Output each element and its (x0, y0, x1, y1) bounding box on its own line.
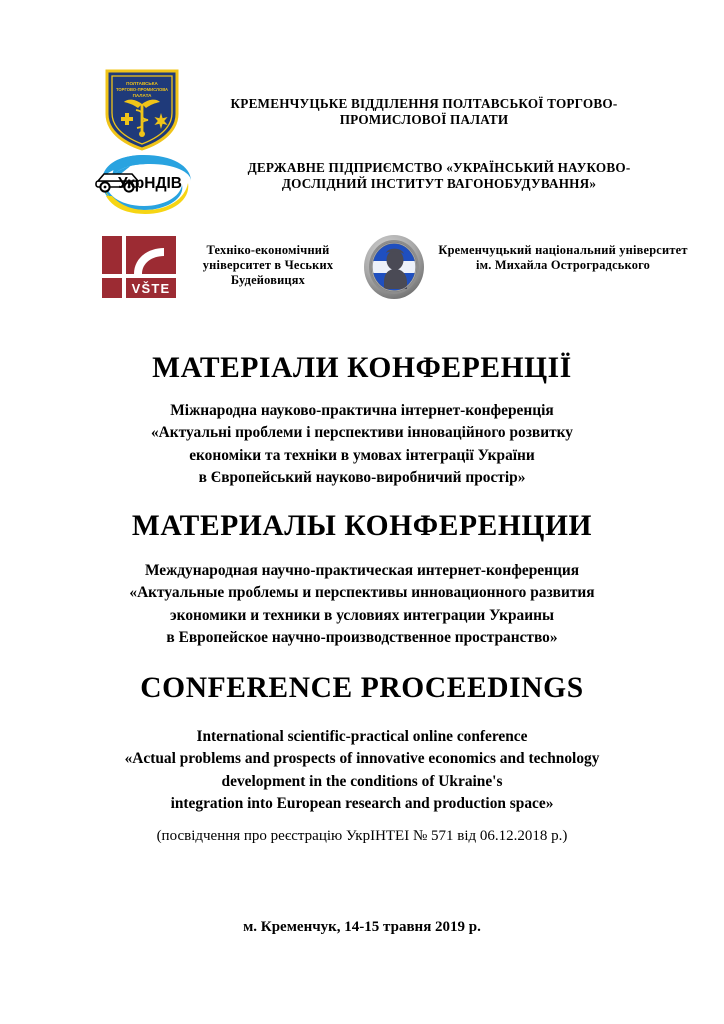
subtitle-line: Международная научно-практическая интернет-конференция (144, 562, 580, 579)
svg-text:VŠTE: VŠTE (131, 281, 171, 296)
vste-institute-of-technology-and-business-logo (100, 234, 178, 300)
conference-subtitle-english (0, 726, 724, 815)
conference-title-english: CONFERENCE PROCEEDINGS (140, 672, 584, 704)
org-line: національний університет (535, 243, 688, 257)
poltava-chamber-of-commerce-shield-logo (103, 68, 181, 152)
organization-block-poltava-chamber (0, 68, 724, 152)
organization-name-knu (438, 243, 688, 273)
place-and-date: м. Кременчук, 14-15 травня 2019 р. (243, 919, 481, 935)
subtitle-line: экономики и техники в условиях интеграции Украины (170, 606, 554, 624)
subtitle-line: integration into European research and production space» (170, 794, 554, 812)
organization-name-poltava-chamber (209, 96, 639, 128)
svg-text:ПОЛТАВСЬКА: ПОЛТАВСЬКА (126, 81, 158, 86)
org-line: Будейовицях (230, 273, 306, 288)
ukrndiv-railcar-logo (92, 152, 196, 214)
organization-block-partners (0, 234, 724, 300)
subtitle-line: «Actual problems and prospects of innovative economics and technology (124, 750, 600, 768)
subtitle-line: International scientific-practical online conference (196, 728, 528, 745)
conference-title-russian: МАТЕРИАЛЫ КОНФЕРЕНЦИИ (131, 510, 593, 542)
org-line: ВАГОНОБУДУВАННЯ» (446, 176, 597, 192)
kremenchuk-national-university-medallion-logo (362, 234, 426, 300)
org-line: університет в Чеських (202, 258, 334, 273)
org-line: ім. Михайла Остроградського (475, 258, 651, 273)
organization-name-vste (188, 243, 348, 288)
conference-subtitle-russian (0, 560, 724, 649)
subtitle-line: «Актуальні проблеми і перспективи інноваційного розвитку (150, 424, 574, 442)
conference-title-ukrainian: МАТЕРІАЛИ КОНФЕРЕНЦІЇ (152, 352, 572, 384)
conference-subtitle-ukrainian (0, 400, 724, 489)
organization-block-ukrndiv (0, 152, 724, 214)
subtitle-line: Міжнародна науково-практична інтернет-конференція (170, 402, 554, 419)
subtitle-line: в Европейское научно-производственное пространство» (166, 628, 558, 646)
org-line: «УКРАЇНСЬКИЙ НАУКОВО-ДОСЛІДНИЙ ІНСТИТУТ (281, 160, 631, 192)
registration-certificate-note: (посвідчення про реєстрацію УкрІНТЕІ № 571 від 06.12.2018 р.) (156, 828, 568, 844)
org-line: Кременчуцький (438, 243, 532, 257)
subtitle-line: в Європейський науково-виробничий простір» (198, 468, 526, 486)
org-line: КРЕМЕНЧУЦЬКЕ ВІДДІЛЕННЯ ПОЛТАВСЬКОЇ (230, 96, 544, 111)
svg-text:ПАЛАТА: ПАЛАТА (132, 93, 152, 98)
subtitle-line: development in the conditions of Ukraine's (221, 772, 503, 790)
svg-text:УкрНДІВ: УкрНДІВ (117, 175, 183, 192)
org-line: ТОРГОВО-ПРОМИСЛОВОЇ ПАЛАТИ (339, 96, 618, 128)
org-line: Техніко-економічний (206, 243, 330, 257)
svg-text:ТОРГОВО-ПРОМИСЛОВА: ТОРГОВО-ПРОМИСЛОВА (115, 87, 169, 92)
subtitle-line: економіки та техніки в умовах інтеграції України (189, 446, 535, 464)
organization-name-ukrndiv (224, 160, 654, 192)
subtitle-line: «Актуальные проблемы и перспективы инновационного развития (129, 584, 595, 602)
org-line: ДЕРЖАВНЕ ПІДПРИЄМСТВО (247, 160, 443, 175)
